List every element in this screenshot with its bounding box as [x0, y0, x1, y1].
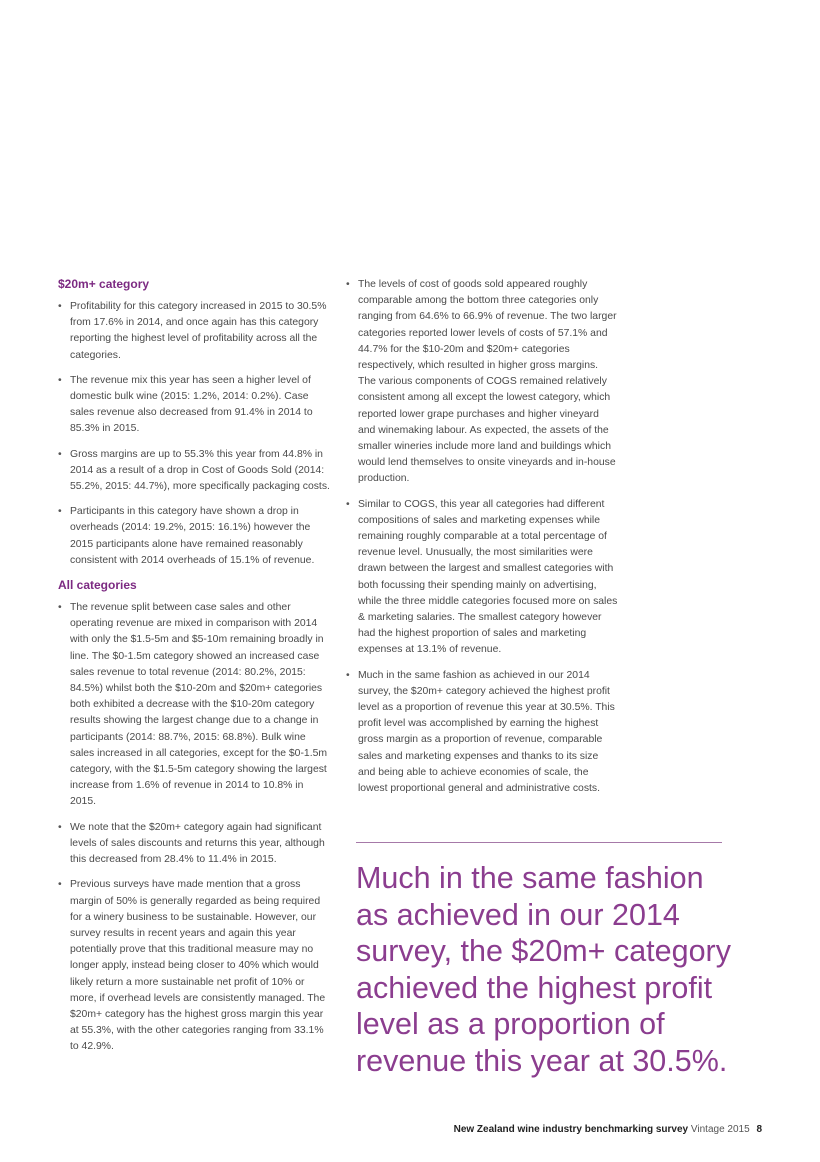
list-item: • Similar to COGS, this year all categories had different compositions of sales and marketing expenses while remaining roughly comparable at a total percentage of revenue level. Unusually, the most similarities were drawn between the largest and smallest categories with both focussing their spending mainly on advertising, while the three middle categories focused more on sales & marketing salaries. The smallest category however had the highest proportion of sales and marketing expenses at 13.1% of revenue.: [346, 497, 618, 659]
page-number: 8: [756, 1124, 762, 1135]
bullet-list-right: [346, 277, 618, 797]
list-item: • The revenue split between case sales and other operating revenue are mixed in comparison with 2014 with only the $1.5-5m and $5-10m remaining broadly in line. The $0-1.5m category showed an increased case sales revenue to total revenue (2014: 80.2%, 2015: 84.5%) whilst both the $10-20m and $20m+ categories both exhibited a decrease with the $10-20m category results showing the largest change due to a change in participants (2014: 88.7%, 2015: 68.8%). Bulk wine sales increased in all categories, except for the $0-1.5m category, with the $1.5-5m category showing the largest increase from 1.6% of revenue in 2014 to 10.8% in 2015.: [58, 600, 330, 811]
list-item: • We note that the $20m+ category again had significant levels of sales discounts and returns this year, although this decreased from 28.4% to 11.4% in 2015.: [58, 820, 330, 869]
list-item: • The revenue mix this year has seen a higher level of domestic bulk wine (2015: 1.2%, 2014: 0.2%). Case sales revenue also decreased from 91.4% in 2014 to 85.3% in 2015.: [58, 373, 330, 438]
left-column: [58, 277, 330, 1065]
list-item: • Much in the same fashion as achieved in our 2014 survey, the $20m+ category achieved the highest profit level as a proportion of revenue this year at 30.5%. This profit level was accomplished by earning the highest gross margin as a proportion of revenue, comparable sales and marketing expenses and thanks to its size and being able to achieve economies of scale, the lowest proportional general and administrative costs.: [346, 668, 618, 798]
list-item: • Previous surveys have made mention that a gross margin of 50% is generally regarded as being required for a winery business to be sustainable. However, our survey results in recent years and again this year potentially prove that this traditional measure may no longer apply, instead being closer to 40% which would likely return a more sustainable net profit of 10% or more, if overhead levels are consistently managed. The $20m+ category has the highest gross margin this year at 55.3%, with the other categories ranging from 33.1% to 42.9%.: [58, 877, 330, 1055]
footer-vintage: Vintage 2015: [690, 1124, 750, 1135]
right-column: [346, 277, 618, 806]
list-item: • Gross margins are up to 55.3% this year from 44.8% in 2014 as a result of a drop in Cost of Goods Sold (2014: 55.2%, 2015: 44.7%), more specifically packaging costs.: [58, 447, 330, 496]
list-item: • Profitability for this category increased in 2015 to 30.5% from 17.6% in 2014, and once again has this category reporting the highest level of profitability across all the categories.: [58, 299, 330, 364]
pull-quote: Much in the same fashion as achieved in our 2014 survey, the $20m+ category achieved the highest profit level as a proportion of revenue this year at 30.5%.: [356, 861, 731, 1078]
bullet-list-all-categories: [58, 600, 330, 1055]
list-item: • Participants in this category have shown a drop in overheads (2014: 19.2%, 2015: 16.1%) however the 2015 participants alone have remained reasonably consistent with 2014 overheads of 15.1% of revenue.: [58, 504, 330, 569]
section-heading-all-categories: All categories: [58, 578, 137, 593]
bullet-list-20m: [58, 299, 330, 569]
list-item: • The levels of cost of goods sold appeared roughly comparable among the bottom three categories only ranging from 64.6% to 66.9% of revenue. The two larger categories reported lower levels of costs of 57.1% and 44.7% for the $10-20m and $20m+ categories respectively, which resulted in higher gross margins. The various components of COGS remained relatively consistent among all except the lowest category, which reported lower grape purchases and higher vineyard and winemaking labour. As expected, the assets of the smaller wineries include more land and buildings which would lend themselves to onsite vineyards and in-house production.: [346, 277, 618, 488]
footer-title: New Zealand wine industry benchmarking survey: [453, 1124, 689, 1135]
page-footer: [454, 1124, 762, 1135]
section-heading-20m: $20m+ category: [58, 277, 150, 291]
divider-rule: [356, 842, 722, 843]
